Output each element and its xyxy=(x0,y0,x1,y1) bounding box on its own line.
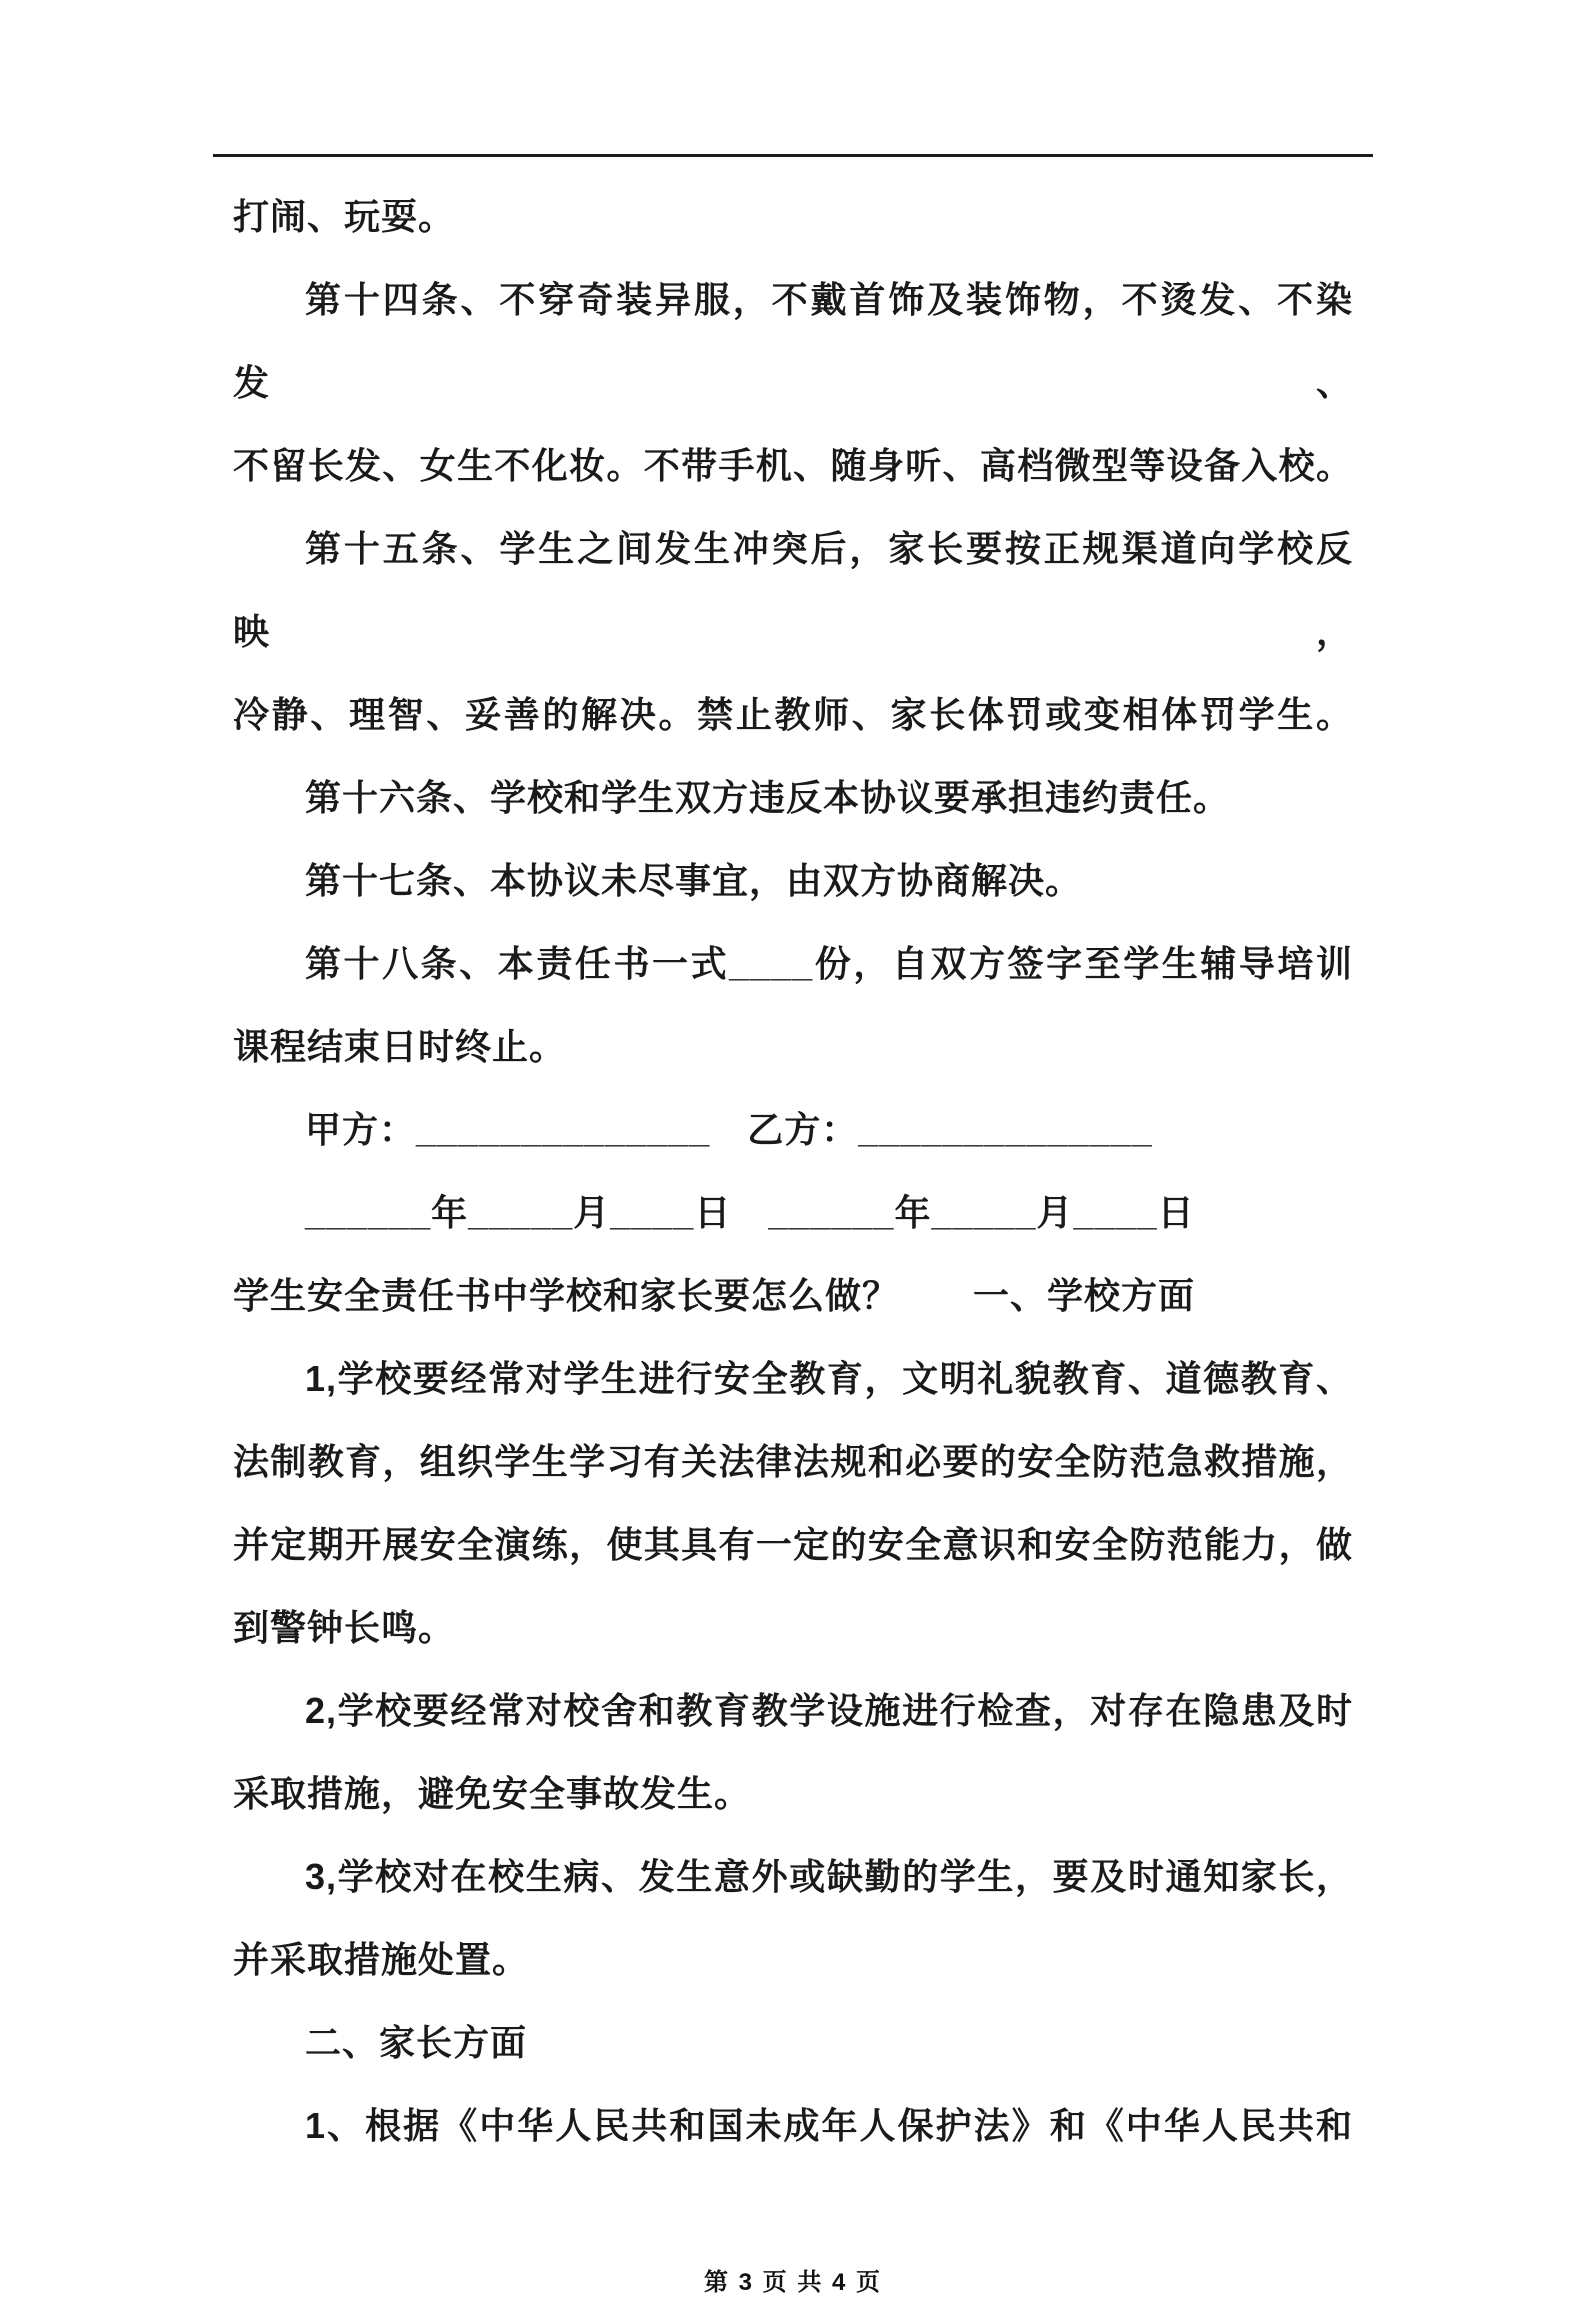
text-line: 法制教育，组织学生学习有关法律法规和必要的安全防范急救措施， xyxy=(233,1441,1353,1482)
signature-line: 甲方：______________ 乙方：______________ xyxy=(305,1109,1153,1150)
page-number: 第 3 页 共 4 页 xyxy=(703,2269,883,2296)
text-line: 1,学校要经常对学生进行安全教育，文明礼貌教育、道德教育、 xyxy=(305,1358,1353,1399)
text-line: 3,学校对在校生病、发生意外或缺勤的学生，要及时通知家长， xyxy=(305,1856,1353,1897)
text-line: 打闹、玩耍。 xyxy=(233,196,456,237)
text-line: 第十五条、学生之间发生冲突后，家长要按正规渠道向学校反映， xyxy=(233,528,1353,652)
text-line: 课程结束日时终止。 xyxy=(233,1026,567,1067)
text-line: 到警钟长鸣。 xyxy=(233,1607,456,1648)
text-line: 1、根据《中华人民共和国未成年人保护法》和《中华人民共和 xyxy=(305,2105,1353,2146)
text-line: 并采取措施处置。 xyxy=(233,1939,530,1980)
section-heading: 学生安全责任书中学校和家长要怎么做？ 一、学校方面 xyxy=(233,1275,1196,1316)
text-line: 并定期开展安全演练，使其具有一定的安全意识和安全防范能力，做 xyxy=(233,1524,1353,1565)
document-body xyxy=(233,175,1353,2167)
text-line: 2,学校要经常对校舍和教育教学设施进行检查，对存在隐患及时 xyxy=(305,1690,1353,1731)
header-divider xyxy=(213,154,1373,157)
text-line: 采取措施，避免安全事故发生。 xyxy=(233,1773,752,1814)
text-line: 不留长发、女生不化妆。不带手机、随身听、高档微型等设备入校。 xyxy=(233,445,1353,486)
text-line: 第十六条、学校和学生双方违反本协议要承担违约责任。 xyxy=(305,777,1231,818)
text-line: 第十七条、本协议未尽事宜，由双方协商解决。 xyxy=(305,860,1083,901)
section-heading: 二、家长方面 xyxy=(305,2022,528,2063)
date-line: ______年_____月____日 ______年_____月____日 xyxy=(305,1192,1195,1233)
text-line: 第十八条、本责任书一式____份，自双方签字至学生辅导培训 xyxy=(305,943,1353,984)
text-line: 第十四条、不穿奇装异服，不戴首饰及装饰物，不烫发、不染发、 xyxy=(233,279,1353,403)
text-line: 冷静、理智、妥善的解决。禁止教师、家长体罚或变相体罚学生。 xyxy=(233,694,1353,735)
